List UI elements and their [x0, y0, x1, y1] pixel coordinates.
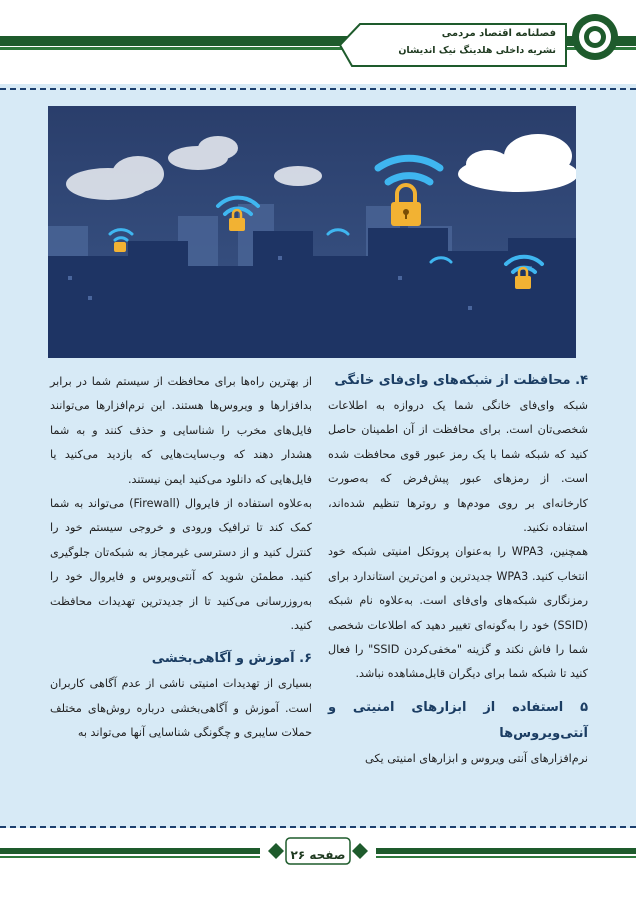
page-header	[0, 0, 636, 80]
top-dashed-divider	[0, 88, 636, 90]
left-paragraph-1: از بهترین راه‌ها برای محافظت از سیستم شما در برابر بدافزارها و ویروس‌ها هستند. این نرم‌افزارها می‌توانند فایل‌های مخرب را شناسایی و حذف کنند و به شما هشدار دهند که وب‌سایت‌هایی که بازدید می‌کنید یا فایل‌هایی که دانلود می‌کنید ایمن نیستند.	[50, 375, 312, 486]
left-paragraph-2: به‌علاوه استفاده از فایروال (Firewall) می‌تواند به شما کمک کند تا ترافیک ورودی و خروجی سیستم خود را کنترل کنید و از دسترسی غیرمجاز به شبکه‌تان جلوگیری کنید. مطمئن شوید که آنتی‌ویروس و فایروال خود را به‌روزرسانی می‌کنید تا از جدیدترین تهدیدات محافظت کنید.	[50, 497, 312, 633]
section-6-heading: ۶. آموزش و آگاهی‌بخشی	[151, 651, 312, 667]
left-column	[50, 370, 312, 746]
journal-logo	[570, 12, 620, 62]
wifi-city-photo	[48, 106, 576, 358]
section-5-heading: ۵ استفاده از ابزارهای امنیتی و آنتی‌ویروس‌ها	[328, 699, 588, 741]
footer-ornament	[0, 832, 636, 892]
section-5-paragraph-start: نرم‌افزارهای آنتی ویروس و ابزارهای امنیتی یکی	[365, 751, 588, 765]
right-column	[328, 368, 588, 771]
journal-subtitle: نشریه داخلی هلدینگ نیک اندیشان	[398, 45, 556, 56]
page-number: صفحه ۲۶	[290, 848, 346, 862]
section-4-paragraph-2: همچنین، WPA3 را به‌عنوان پروتکل امنیتی شبکه خود انتخاب کنید. WPA3 جدیدترین و امن‌ترین استاندارد برای رمزنگاری شبکه‌های وای‌فای است. به‌علاوه نام شبکه (SSID) خود را به‌گونه‌ای تغییر دهید که اطلاعات شخصی شما را فاش نکند و گزینه "مخفی‌کردن SSID" را فعال کنید تا شبکه شما برای دیگران قابل‌مشاهده نباشد.	[328, 545, 588, 681]
journal-title: فصلنامه اقتصاد مردمی	[441, 28, 556, 39]
section-4-heading: ۴. محافظت از شبکه‌های وای‌فای خانگی	[334, 373, 588, 388]
page-footer	[0, 832, 636, 892]
header-band	[0, 0, 636, 80]
bottom-dashed-divider	[0, 826, 636, 828]
section-4-paragraph-1: شبکه وای‌فای خانگی شما یک دروازه به اطلاعات شخصی‌تان است. برای محافظت از آن اطمینان حاصل کنید که شبکه شما با یک رمز عبور قوی محافظت شده است. از رمزهای عبور پیش‌فرض که به‌صورت کارخانه‌ای بر روی مودم‌ها و روترها تنظیم شده‌اند، استفاده نکنید.	[328, 399, 588, 535]
section-6-paragraph-start: بسیاری از تهدیدات امنیتی ناشی از عدم آگاهی کاربران است. آموزش و آگاهی‌بخشی درباره روش‌های مختلف حملات سایبری و چگونگی شناسایی آنها می‌تواند به	[50, 677, 312, 740]
